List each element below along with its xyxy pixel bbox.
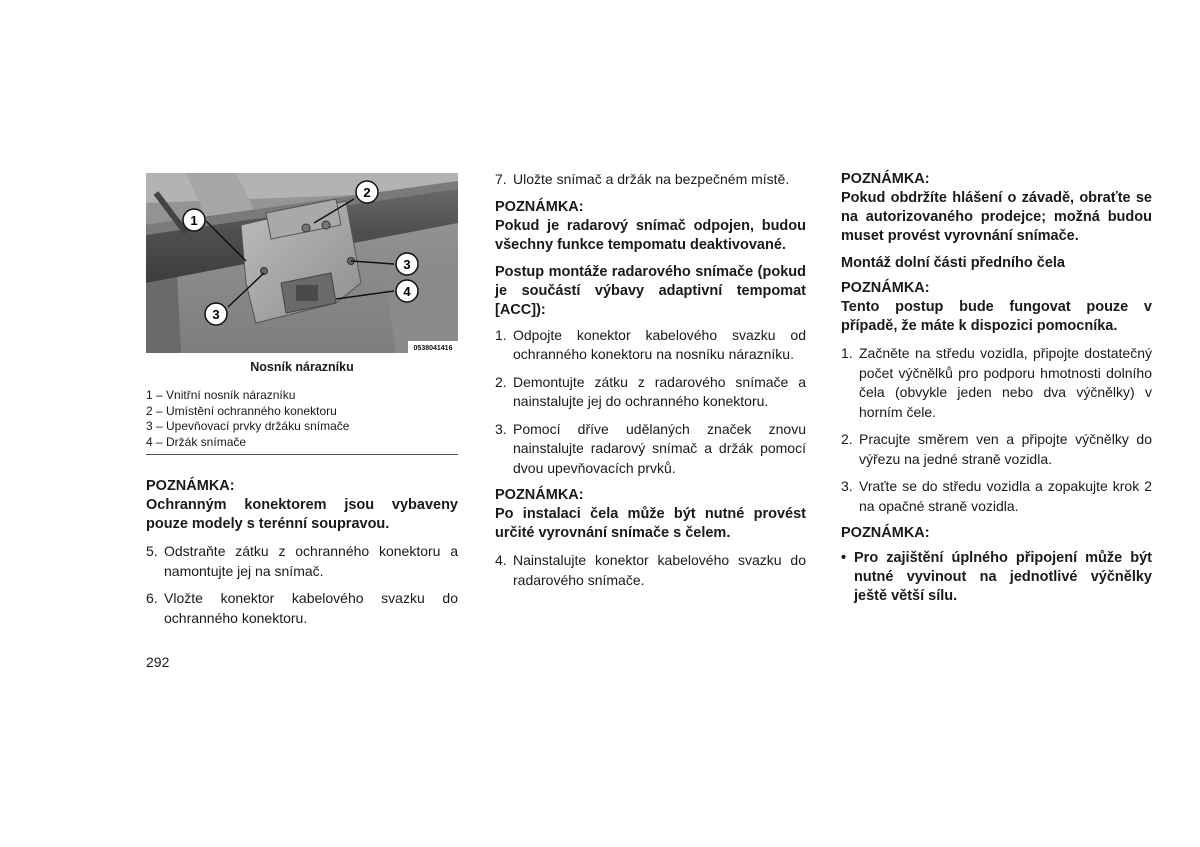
item-number: 5. [146,543,158,559]
note-title: POZNÁMKA: [495,487,584,503]
legend-item: 1 – Vnitřní nosník nárazníku [146,388,296,402]
svg-text:3: 3 [403,257,411,272]
item-number: 2. [495,373,507,390]
page-number: 292 [146,654,170,670]
note-text: Tento postup bude fungovat pouze v případě, že máte k dispozici pomocníka. [841,299,1152,334]
legend-divider [146,454,458,455]
column-3 [841,170,1152,606]
bumper-beam-figure [146,173,458,353]
item-number: 3. [841,478,853,494]
item-text: Demontujte zátku z radarového snímače a nainstalujte jej do ochranného konektoru. [513,373,806,409]
bullet-item [841,549,1152,606]
item-text: Nainstalujte konektor kabelového svazku do radarového snímače. [513,552,806,588]
item-text: Odpojte konektor kabelového svazku od ochranného konektoru na nosníku nárazníku. [513,326,806,362]
item-number: 1. [841,345,853,361]
procedure-title: Postup montáže radarového snímače (pokud je součástí výbavy adaptivní tempomat [ACC]): [495,263,806,318]
item-number: 6. [146,590,158,606]
note-title: POZNÁMKA: [495,198,584,215]
note-title: POZNÁMKA: [841,280,930,296]
item-number: 7. [495,171,507,187]
list-item [495,170,806,190]
list-item [841,344,1152,422]
item-text: Začněte na středu vozidla, připojte dostatečný počet výčnělků pro podporu hmotnosti dolního čela (obvykle jeden nebo dva výčnělky) v horním čele. [859,345,1152,420]
list-item [841,477,1152,516]
svg-text:4: 4 [403,284,411,299]
legend-item: 2 – Umístění ochranného konektoru [146,403,337,418]
note-title: POZNÁMKA: [841,171,930,187]
item-number: 4. [495,552,507,568]
list-item [495,326,806,365]
column-2 [495,170,806,590]
list-item [841,430,1152,469]
callout-2 [356,181,378,203]
figure-legend [146,388,458,450]
callout-4 [396,280,418,302]
bullet-icon: • [841,550,847,566]
item-text: Uložte snímač a držák na bezpečném místě. [513,171,790,187]
note-text: Pokud obdržíte hlášení o závadě, obraťte se na autorizovaného prodejce; možná budou muset provést vyrovnání snímače. [841,190,1152,244]
list-item [495,420,806,479]
figure-code: 0538041416 [413,345,453,352]
list-item [146,542,458,581]
item-number: 1. [495,326,507,343]
item-number: 2. [841,431,853,447]
note-text: Pokud je radarový snímač odpojen, budou všechny funkce tempomatu deaktivované. [495,217,806,253]
svg-text:3: 3 [212,307,220,322]
note-title: POZNÁMKA: [146,478,235,494]
item-text: Pomocí dříve udělaných značek znovu nainstalujte radarový snímač a držák pomocí dvou upevňovacích prvků. [513,420,806,476]
list-item [146,589,458,628]
item-text: Vložte konektor kabelového svazku do ochranného konektoru. [164,590,458,626]
callout-1 [183,209,205,231]
item-text: Odstraňte zátku z ochranného konektoru a namontujte jej na snímač. [164,543,458,579]
item-text: Pracujte směrem ven a připojte výčnělky do výřezu na jedné straně vozidla. [859,431,1152,467]
callout-3b [205,303,227,325]
callout-3a [396,253,418,275]
item-text: Vraťte se do středu vozidla a zopakujte krok 2 na opačné straně vozidla. [859,478,1152,514]
legend-item: 3 – Upevňovací prvky držáku snímače [146,419,350,433]
bullet-text: Pro zajištění úplného připojení může být nutné vyvinout na jednotlivé výčnělky ještě větší sílu. [854,550,1152,604]
note-text: Ochranným konektorem jsou vybaveny pouze modely s terénní soupravou. [146,497,458,532]
svg-text:1: 1 [190,213,198,228]
item-number: 3. [495,420,507,437]
note-text: Po instalaci čela může být nutné provést určité vyrovnání snímače s čelem. [495,506,806,541]
figure-caption: Nosník nárazníku [250,360,354,374]
column-1 [146,477,458,628]
list-item [495,373,806,412]
section-title: Montáž dolní části předního čela [841,255,1065,271]
legend-item: 4 – Držák snímače [146,434,247,449]
list-item [495,551,806,590]
bumper-beam-illustration [146,173,458,353]
svg-text:2: 2 [363,185,371,200]
note-title: POZNÁMKA: [841,525,930,541]
